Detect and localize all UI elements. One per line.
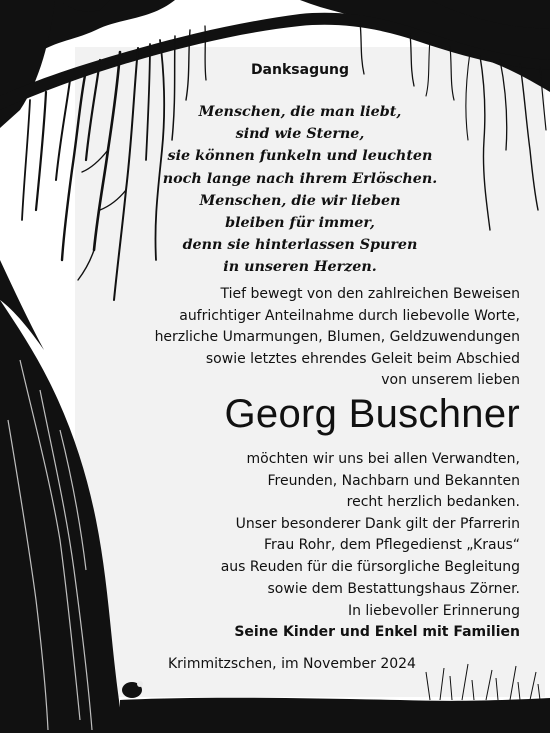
family-signature: Seine Kinder und Enkel mit Familien xyxy=(234,624,520,640)
poem-line: denn sie hinterlassen Spuren xyxy=(182,237,418,254)
deceased-name: Georg Buschner xyxy=(224,392,520,436)
signoff-line: In liebevoller Erinnerung xyxy=(347,603,520,619)
thanks-line: recht herzlich bedanken. xyxy=(346,494,520,511)
thanks-line: möchten wir uns bei allen Verwandten, xyxy=(246,451,520,467)
thanks-line: sowie dem Bestattungshaus Zörner. xyxy=(267,580,520,597)
poem-line: noch lange nach ihrem Erlöschen. xyxy=(162,170,438,187)
intro-paragraph xyxy=(100,284,520,392)
intro-line: aufrichtiger Anteilnahme durch liebevolle Worte, xyxy=(179,307,520,324)
intro-line: sowie letztes ehrendes Geleit beim Abschied xyxy=(205,350,520,367)
poem-line: sie können funkeln und leuchten xyxy=(167,148,433,165)
intro-line: herzliche Umarmungen, Blumen, Geldzuwendungen xyxy=(154,329,520,346)
poem xyxy=(140,101,460,279)
signoff xyxy=(100,601,520,643)
poem-line: bleiben für immer, xyxy=(225,215,375,232)
intro-line: Tief bewegt von den zahlreichen Beweisen xyxy=(220,286,520,302)
thanks-line: Unser besonderer Dank gilt der Pfarrerin xyxy=(235,515,520,532)
thanks-line: aus Reuden für die fürsorgliche Begleitung xyxy=(220,558,520,575)
thanks-line: Frau Rohr, dem Pflegedienst „Kraus“ xyxy=(263,537,520,554)
poem-line: Menschen, die wir lieben xyxy=(199,192,401,209)
poem-line: sind wie Sterne, xyxy=(235,126,365,143)
poem-line: in unseren Herzen. xyxy=(223,259,377,276)
poem-line: Menschen, die man liebt, xyxy=(198,104,402,120)
thanks-line: Freunden, Nachbarn und Bekannten xyxy=(267,472,520,489)
intro-line: von unserem lieben xyxy=(381,372,520,389)
place-date: Krimmitzschen, im November 2024 xyxy=(168,656,416,672)
thanks-paragraph xyxy=(100,449,520,600)
heading: Danksagung xyxy=(250,62,350,78)
